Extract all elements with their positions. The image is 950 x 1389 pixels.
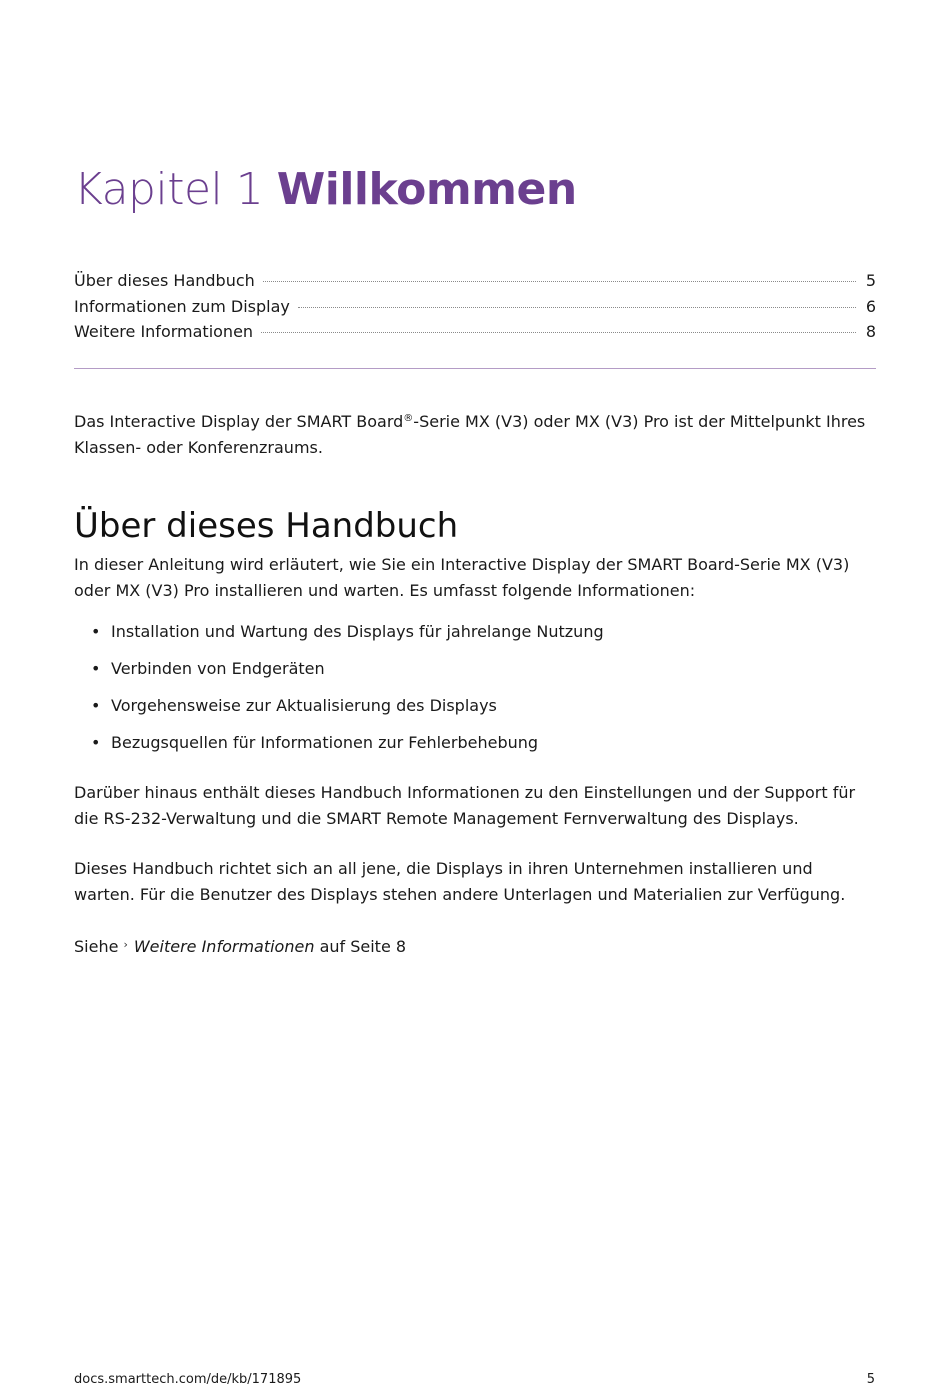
toc-entry-about-manual[interactable] <box>74 268 876 294</box>
list-item-text: Bezugsquellen für Informationen zur Fehlerbehebung <box>111 733 539 752</box>
chevron-right-icon: › <box>123 938 128 951</box>
toc-entry-page: 6 <box>865 296 876 316</box>
see-also-link[interactable]: Weitere Informationen <box>133 937 315 956</box>
chapter-name: Willkommen <box>276 164 577 215</box>
toc-entry-page: 5 <box>865 271 876 290</box>
section-paragraph-settings: Darüber hinaus enthält dieses Handbuch Informationen zu den Einstellungen und der Support für die RS-232-Verwaltung und die SMART Remote Management Fernverwaltung des Displays. <box>74 783 856 828</box>
intro-paragraph <box>74 409 876 461</box>
toc-entry-label[interactable]: Weitere Informationen <box>74 322 254 341</box>
list-item-text: Vorgehensweise zur Aktualisierung des Displays <box>111 696 497 715</box>
section-paragraph-intro: In dieser Anleitung wird erläutert, wie Sie ein Interactive Display der SMART Board-Serie MX (V3) oder MX (V3) Pro installieren und warten. Es umfasst folgende Informationen: <box>74 555 850 600</box>
toc-entry-page: 8 <box>865 322 876 341</box>
list-item-text: Installation und Wartung des Displays für jahrelange Nutzung <box>111 622 604 641</box>
bullet-icon: • <box>91 622 101 641</box>
see-also-prefix: Siehe <box>74 937 119 956</box>
toc-entry-label[interactable]: Über dieses Handbuch <box>74 271 255 290</box>
toc-entry-display-info[interactable] <box>74 294 876 320</box>
bullet-icon: • <box>91 659 101 678</box>
footer-url[interactable]: docs.smarttech.com/de/kb/171895 <box>74 1372 302 1387</box>
section-divider <box>74 368 876 369</box>
table-of-contents <box>74 268 876 345</box>
list-item <box>74 656 876 693</box>
bullet-icon: • <box>91 696 101 715</box>
chapter-title <box>74 163 577 217</box>
intro-text-end: -Serie MX (V3) oder MX (V3) Pro ist der Mittelpunkt Ihres Klassen- oder Konferenzraums. <box>74 412 866 457</box>
list-item <box>74 693 876 730</box>
toc-leader-dots <box>298 307 856 308</box>
see-also <box>74 932 406 960</box>
toc-entry-label[interactable]: Informationen zum Display <box>74 296 290 316</box>
intro-text-start: Das Interactive Display der SMART Board <box>74 412 404 431</box>
chapter-label: Kapitel 1 <box>74 164 264 215</box>
list-item <box>74 730 876 767</box>
registered-mark: ® <box>403 413 414 424</box>
section-heading: Über dieses Handbuch <box>74 506 459 546</box>
section-paragraph-audience: Dieses Handbuch richtet sich an all jene, die Displays in ihren Unternehmen installieren und warten. Für die Benutzer des Displays stehen andere Unterlagen und Materialien zur Verfügung. <box>74 859 846 904</box>
bullet-icon: • <box>91 733 101 752</box>
see-also-suffix: auf Seite 8 <box>319 937 407 956</box>
list-item <box>74 619 876 656</box>
toc-entry-more-info[interactable] <box>74 319 876 345</box>
toc-leader-dots <box>261 332 856 333</box>
toc-leader-dots <box>263 281 856 282</box>
list-item-text: Verbinden von Endgeräten <box>111 659 325 678</box>
info-bullet-list <box>74 619 876 767</box>
footer-page-number: 5 <box>866 1372 875 1387</box>
